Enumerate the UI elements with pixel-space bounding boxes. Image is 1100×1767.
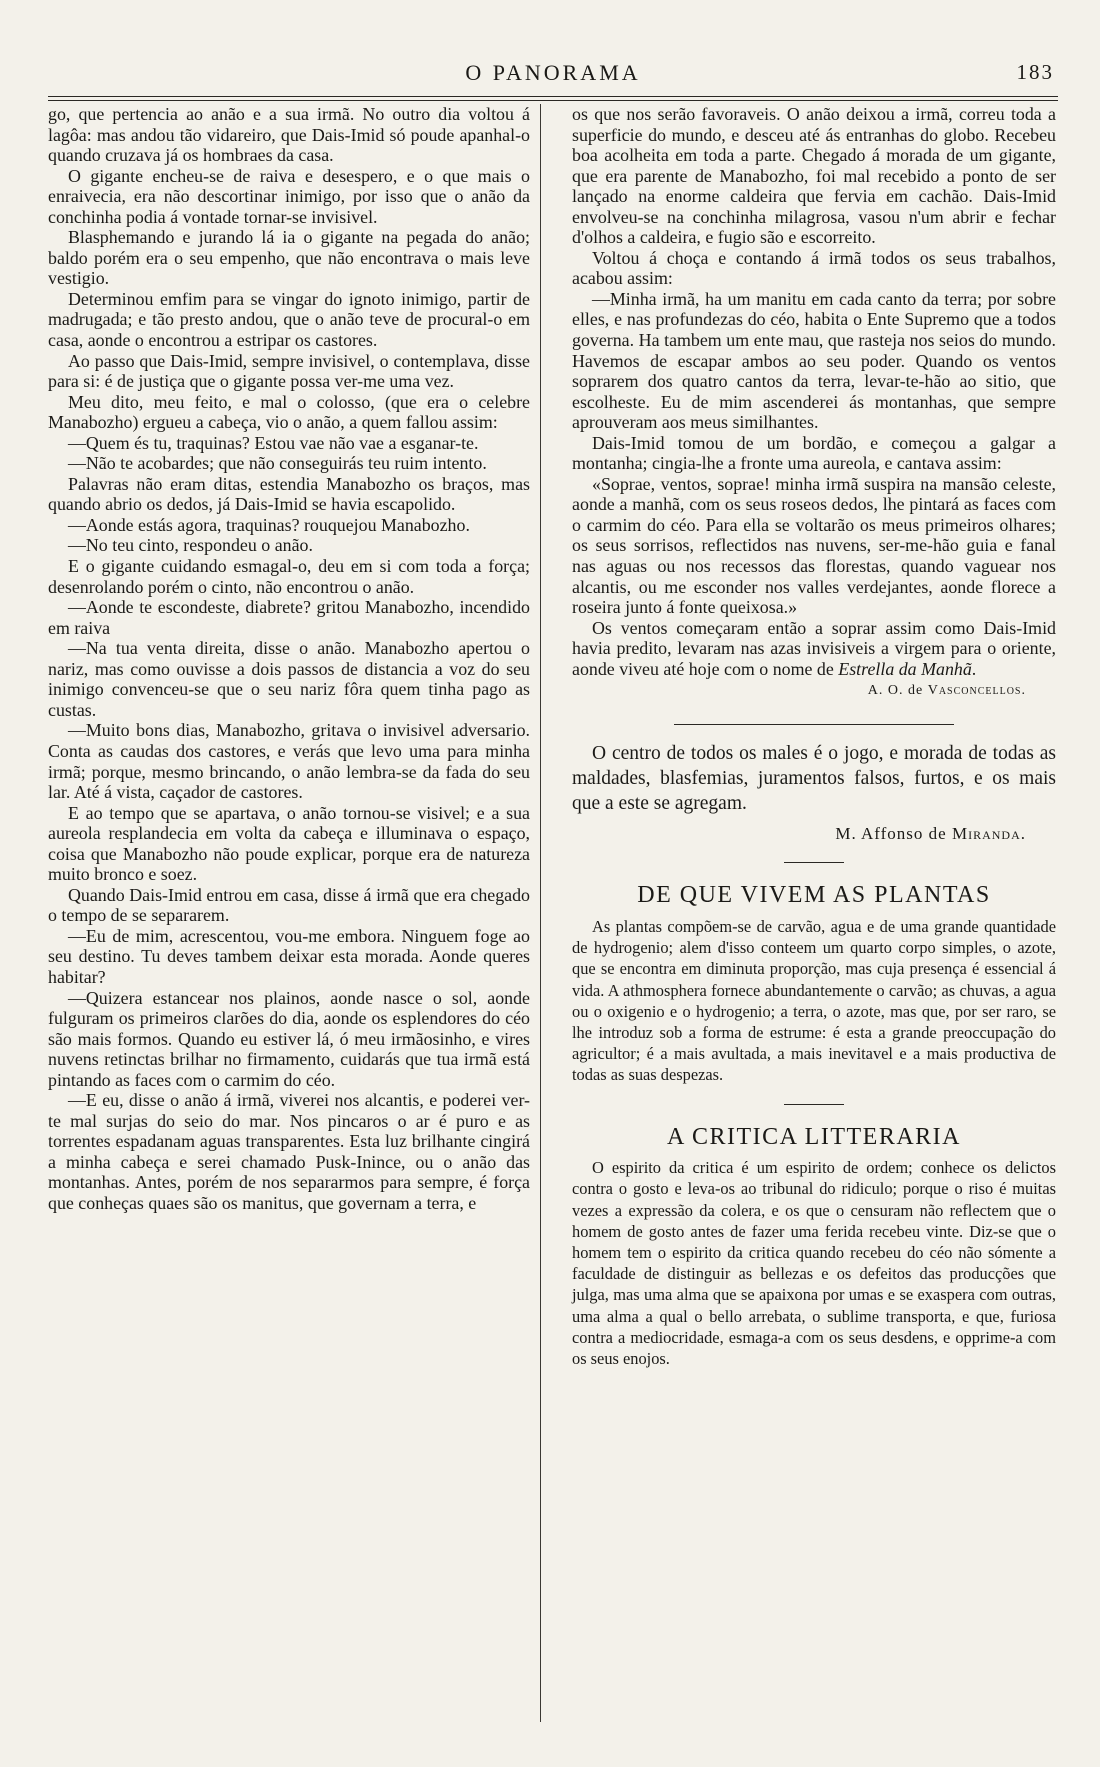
dialogue-line: —No teu cinto, respondeu o anão.	[68, 535, 313, 556]
section-rule	[784, 1104, 844, 1105]
closing-paragraph	[572, 618, 1056, 680]
running-title: O PANORAMA	[465, 60, 641, 85]
page-header	[48, 52, 1058, 92]
signature-name: Vasconcellos.	[927, 683, 1026, 699]
song-paragraph: «Soprae, ventos, soprae! minha irmã suspira na mansão celeste, aonde a manhã, com os seus roseos dedos, lhe pintará as faces com o carmim do céo. Para ella se voltarão os meus primeiros olhares; os seus sorrisos, reflectidos nas nuvens, ser-me-hão guia e fanal nas aguas ou nos recessos das florestas, quando vaguear nos alcantis, ou me esconder nos valles verdejantes, aonde florece a roseira junto á fonte queixosa.»	[572, 473, 1056, 618]
left-column	[48, 104, 530, 1214]
maxim-block	[572, 741, 1056, 816]
closing-text: Os ventos começaram então a soprar assim como Dais-Imid havia predito, levaram nas azas invisiveis a virgem para o oriente, aonde viveu até hoje com o nome de	[572, 617, 1056, 679]
story-signature	[572, 681, 1026, 702]
column-divider	[540, 104, 541, 1722]
dialogue-line: —Muito bons dias, Manabozho, gritava o invisivel adversario. Conta as caudas dos castores, e verás que levo uma para minha irmã; porque, mesmo brincando, o anão lembra-se da fada do seu lar. Até á vista, caçador de castores.	[48, 720, 530, 803]
dialogue-line: —Quizera estancear nos plainos, aonde nasce o sol, aonde fulguram os primeiros clarões do dia, aonde os esplendores do céo são mais formos. Quando eu estiver lá, ó meu irmãosinho, e vires nuvens retinctas brilhar no firmamento, cuidarás que tua irmã está pintando as faces com o carmim do céo.	[48, 987, 530, 1090]
paragraph: Voltou á choça e contando á irmã todos os seus trabalhos, acabou assim:	[572, 247, 1056, 289]
header-rule-thin	[48, 100, 1058, 101]
paragraph: Quando Dais-Imid entrou em casa, disse á irmã que era chegado o tempo de se separarem.	[48, 884, 530, 926]
section-title-criticism: A CRITICA LITTERARIA	[667, 1123, 961, 1150]
right-column	[572, 104, 1056, 1369]
paragraph: Meu dito, meu feito, e mal o colosso, (que era o celebre Manabozho) ergueu a cabeça, vio o anão, a quem fallou assim:	[48, 391, 530, 433]
dialogue-line: —Eu de mim, acrescentou, vou-me embora. Ninguem foge ao seu destino. Tu deves tambem deixar esta morada. Aonde queres habitar?	[48, 925, 530, 987]
paragraph: Ao passo que Dais-Imid, sempre invisivel, o contemplava, disse para si: é de justiça que o gigante possa ver-me uma vez.	[48, 350, 530, 392]
signature-prefix: A. O. de	[867, 683, 928, 699]
header-rule	[48, 96, 1058, 97]
maxim-signature	[572, 824, 1026, 845]
dialogue-line: —Na tua venta direita, disse o anão. Manabozho apertou o nariz, mas como ouvisse a dois passos de distancia a voz do seu inimigo convenceu-se que o seu nariz fôra quem tinha pago as custas.	[48, 638, 530, 720]
section-title-plants: DE QUE VIVEM AS PLANTAS	[637, 882, 991, 909]
paragraph: Dais-Imid tomou de um bordão, e começou a galgar a montanha; cingia-lhe a fronte uma aureola, e cantava assim:	[572, 432, 1056, 474]
paragraph: Blasphemando e jurando lá ia o gigante na pegada do anão; baldo porém era o seu empenho, que não encontrava o mais leve vestigio.	[48, 227, 530, 289]
paragraph: O gigante encheu-se de raiva e desespero, e o que mais o enraivecia, era não descortinar inimigo, por isso que o anão da conchinha podia á vontade tornar-se invisivel.	[48, 165, 530, 227]
dialogue-line: —Minha irmã, ha um manitu em cada canto da terra; por sobre elles, e nas profundezas do céo, habita o Ente Supremo que a todos governa. Ha tambem um ente mau, que rasteja nos seios do mundo. Havemos de escapar ambos ao seu poder. Quando os ventos soprarem dos quatro cantos da terra, levar-te-hão ao sitio, que escolheste. Eu de mim ascenderei ás montanhas, que sempre aprouveram aos meus similhantes.	[572, 288, 1056, 433]
dialogue-line: —Não te acobardes; que não conseguirás teu ruim intento.	[68, 453, 487, 474]
paragraph: os que nos serão favoraveis. O anão deixou a irmã, correu toda a superficie do mundo, e desceu até ás entranhas do globo. Recebeu boa acolheita em toda a parte. Chegado á morada de um gigante, que era parente de Manabozho, foi mal recebido a ponto de ser lançado na enorme caldeira que fervia em cachão. Dais-Imid envolveu-se na conchinha milagrosa, vasou n'um abrir e fechar d'olhos a caldeira, e fugio são e escorreito.	[572, 104, 1056, 248]
signature-name: Miranda.	[951, 823, 1026, 843]
paragraph: Palavras não eram ditas, estendia Manabozho os braços, mas quando abrio os dedos, já Dais-Imid se havia escapolido.	[48, 473, 530, 515]
criticism-text: O espirito da critica é um espirito de ordem; conhece os delictos contra o gosto e leva-os ao tribunal do ridiculo; porque o riso é muitas vezes a expressão da colera, e os que o censuram não reflectem que o homem de gosto antes de fazer uma ferida recebeu vinte. Diz-se que o homem tem o espirito da critica quando recebeu do céo não sómente a faculdade de distinguir as bellezas e os defeitos das producções que julga, mas uma alma que se apaixona por umas e se exaspera com outras, uma alma a qual o bello arrebata, o sublime transporta, e que, furiosa contra a mediocridade, esmaga-a com os seus desdens, e opprime-a com os seus enojos.	[572, 1158, 1056, 1368]
dialogue-line: —E eu, disse o anão á irmã, viverei nos alcantis, e poderei ver-te mal surjas do seio do mar. Nos pincaros o ar é puro e as torrentes espadanam aguas transparentes. Esta luz brilhante cingirá a minha cabeça e serei chamado Pusk-Inince, ou o anão das montanhas. Antes, porém de nos separarmos para sempre, é força que conheças quaes são os manitus, que governam a terra, e	[48, 1090, 530, 1213]
star-name: Estrella da Manhã	[838, 658, 972, 679]
page-number: 183	[1016, 60, 1054, 84]
plants-text: As plantas compõem-se de carvão, agua e de uma grande quantidade de hydrogenio; alem d'isso conteem um quarto corpo simples, o azote, que se encontra em diminuta proporção, mas cuja presença é essencial á vida. A athmosphera fornece abundantemente o carvão; as chuvas, a agua ou o oxigenio e o hydrogenio; a terra, o azote, mas que, por ser raro, se lhe introduz sob a forma de estrume: é esta a grande preoccupação do agricultor; é a mais avultada, a mais inevitavel e a mais productiva de todas as suas despezas.	[572, 916, 1056, 1085]
paragraph: E ao tempo que se apartava, o anão tornou-se visivel; e a sua aureola resplandecia em volta da cabeça e illuminava o espaço, coisa que Manabozho não poude explicar, porque era de natureza muito bronco e soez.	[48, 802, 530, 885]
paragraph: Determinou emfim para se vingar do ignoto inimigo, partir de madrugada; e tão presto andou, que o anão teve de procural-o em casa, aonde o encontrou a estripar os castores.	[48, 288, 530, 351]
maxim-text: O centro de todos os males é o jogo, e morada de todas as maldades, blasfemias, juramentos falsos, furtos, e os mais que a este se agregam.	[572, 742, 1056, 814]
signature-prefix: M. Affonso de	[835, 823, 952, 843]
section-rule	[784, 862, 844, 863]
paragraph: E o gigante cuidando esmagal-o, deu em si com toda a força; desenrolando porém o cinto, não encontrou o anão.	[48, 556, 530, 597]
closing-end: .	[971, 658, 977, 679]
dialogue-line: —Aonde te escondeste, diabrete? gritou Manabozho, incendido em raiva	[48, 597, 530, 638]
dialogue-line: —Aonde estás agora, traquinas? rouquejou Manabozho.	[68, 514, 470, 535]
dialogue-line: —Quem és tu, traquinas? Estou vae não vae a esganar-te.	[68, 432, 479, 453]
separator-rule	[674, 724, 954, 725]
paragraph: go, que pertencia ao anão e a sua irmã. No outro dia voltou á lagôa: mas andou tão vidareiro, que Dais-Imid só poude apanhal-o quando cruzava já os hombraes da casa.	[48, 104, 530, 166]
